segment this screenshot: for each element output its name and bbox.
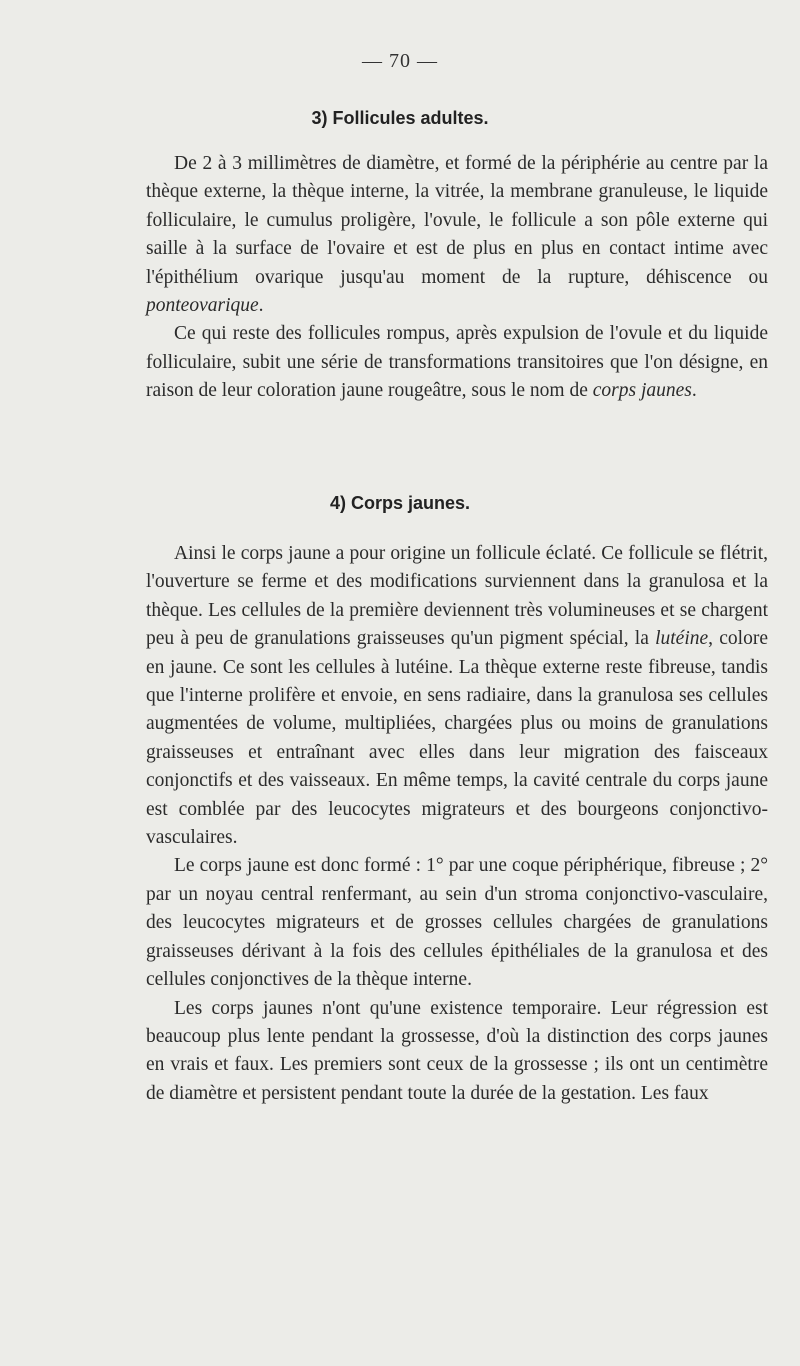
paragraph-text: , colore en jaune. Ce sont les cellules à lutéine. La thèque externe reste fibreuse, tandis que l'interne prolifère et envoie, en sens radiaire, dans la granulosa ses cellules augmentées de volume, multipliées, chargées plus ou moins de granulations graisseuses et entraînant avec elles dans leur migration des faisceaux conjonctifs et des vaisseaux. En même temps, la cavité centrale du corps jaune est comblée par des leucocytes migrateurs et des bourgeons conjonctivo-vasculaires. bbox=[146, 628, 768, 849]
section-body-follicules-adultes bbox=[146, 150, 768, 406]
section-body-corps-jaunes bbox=[146, 540, 768, 1108]
paragraph bbox=[146, 995, 768, 1109]
italic-term: corps jaunes bbox=[592, 380, 692, 402]
paragraph-text: Ainsi le corps jaune a pour origine un follicule éclaté. Ce follicule se flétrit, l'ouverture se ferme et des modifications surviennent dans la granulosa et la thèque. Les cellules de la première deviennent très volumineuses et se chargent peu à peu de granulations graisseuses qu'un pigment spécial, la bbox=[146, 543, 768, 650]
paragraph bbox=[146, 150, 768, 320]
italic-term: ponteovarique bbox=[146, 295, 259, 317]
paragraph bbox=[146, 320, 768, 405]
section-heading-follicules-adultes: 3) Follicules adultes. bbox=[311, 108, 489, 128]
paragraph-text: . bbox=[258, 295, 264, 317]
paragraph-text: . bbox=[691, 380, 697, 402]
section-heading-corps-jaunes: 4) Corps jaunes. bbox=[329, 493, 471, 513]
italic-term: lutéine bbox=[655, 628, 709, 650]
paragraph bbox=[146, 540, 768, 852]
paragraph-text: Ce qui reste des follicules rompus, après expulsion de l'ovule et du liquide folliculaire, subit une série de transformations transitoires que l'on désigne, en raison de leur coloration jaune rougeâtre, sous le nom de bbox=[146, 323, 768, 402]
page-number: — 70 — bbox=[362, 50, 438, 72]
paragraph-text: De 2 à 3 millimètres de diamètre, et formé de la périphérie au centre par la thèque externe, la thèque interne, la vitrée, la membrane granuleuse, le liquide folliculaire, le cumulus proligère, l'ovule, le follicule a son pôle externe qui saille à la surface de l'ovaire et est de plus en plus en contact intime avec l'épithélium ovarique jusqu'au moment de la rupture, déhiscence ou bbox=[146, 153, 768, 288]
paragraph-text: Le corps jaune est donc formé : 1° par une coque périphérique, fibreuse ; 2° par un noyau central renfermant, au sein d'un stroma conjonctivo-vasculaire, des leucocytes migrateurs et de grosses cellules chargées de granulations graisseuses dérivant à la fois des cellules épithéliales de la granulosa et des cellules conjonctives de la thèque interne. bbox=[146, 855, 768, 991]
paragraph bbox=[146, 852, 768, 994]
paragraph-text: Les corps jaunes n'ont qu'une existence temporaire. Leur régression est beaucoup plus lente pendant la grossesse, d'où la distinction des corps jaunes en vrais et faux. Les premiers sont ceux de la grossesse ; ils ont un centimètre de diamètre et persistent pendant toute la durée de la gestation. Les faux bbox=[146, 997, 768, 1104]
